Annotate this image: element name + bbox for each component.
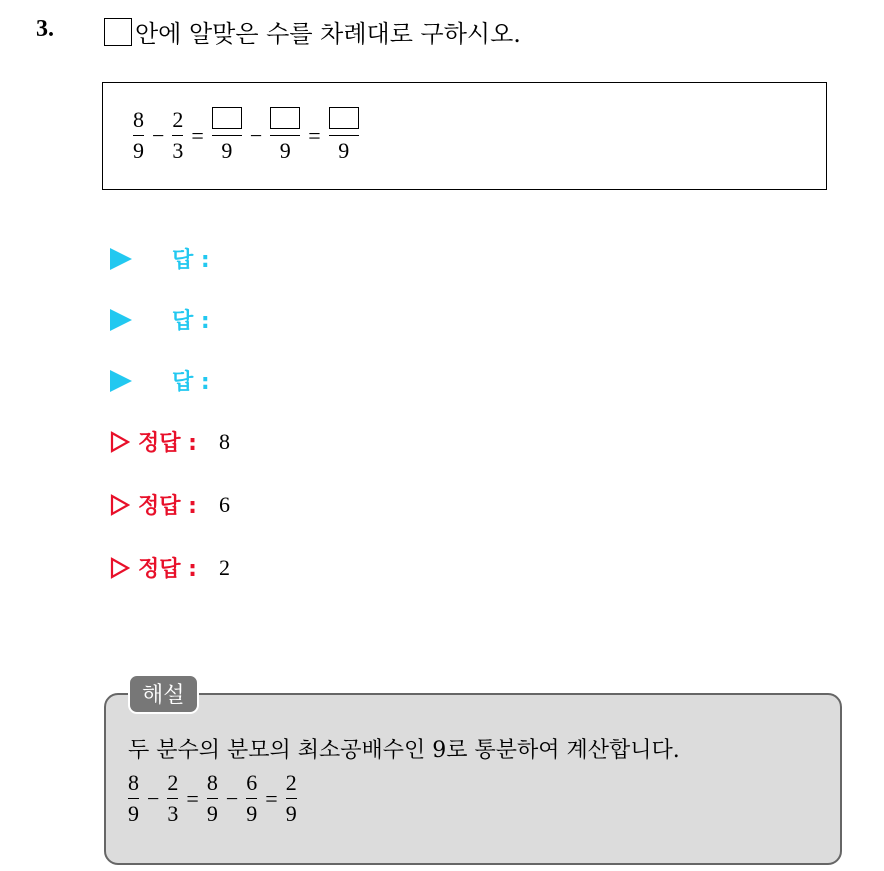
minus-sign: − xyxy=(225,785,239,811)
explanation-text: 두 분수의 분모의 최소공배수인 9로 통분하여 계산합니다. xyxy=(128,738,680,763)
numerator: 2 xyxy=(172,107,184,132)
fraction-2 xyxy=(167,770,178,827)
outline-triangle-icon xyxy=(110,494,130,516)
numerator: 6 xyxy=(246,770,258,795)
explanation-tag: 해설 xyxy=(128,674,199,714)
equals-sign: = xyxy=(186,785,199,811)
fraction-3 xyxy=(212,107,242,164)
denominator: 9 xyxy=(246,801,258,826)
fraction-bar xyxy=(172,135,183,136)
numerator: 8 xyxy=(128,770,139,795)
equals-sign: = xyxy=(308,122,321,148)
fraction-bar xyxy=(133,135,144,136)
solution-label: 정답 : xyxy=(138,431,197,456)
minus-sign: − xyxy=(152,122,165,148)
answer-label: 답 : xyxy=(172,248,210,273)
numerator: 8 xyxy=(133,107,144,132)
solution-value: 2 xyxy=(218,554,230,580)
denominator: 9 xyxy=(128,801,139,826)
solution-row-1 xyxy=(110,426,230,457)
fraction-bar xyxy=(167,798,178,799)
answer-row-2[interactable] xyxy=(110,304,210,335)
blank-box-icon xyxy=(104,18,132,46)
denominator: 9 xyxy=(206,801,218,826)
explanation-equation xyxy=(124,770,301,827)
answer-blank-2[interactable] xyxy=(270,107,300,129)
equation xyxy=(129,107,363,164)
fraction-2 xyxy=(172,107,183,164)
numerator: 8 xyxy=(206,770,218,795)
solution-row-2 xyxy=(110,489,230,520)
question-number: 3. xyxy=(36,16,54,42)
solution-value: 8 xyxy=(218,428,230,454)
outline-triangle-icon xyxy=(110,557,130,579)
denominator: 3 xyxy=(172,138,184,163)
question-text-row xyxy=(104,14,521,49)
denominator: 9 xyxy=(221,138,233,163)
solution-label: 정답 : xyxy=(138,494,197,519)
fraction-1 xyxy=(128,770,139,827)
fraction-1 xyxy=(133,107,144,164)
minus-sign: − xyxy=(249,122,263,148)
answer-blank-1[interactable] xyxy=(212,107,242,129)
answer-blank-3[interactable] xyxy=(329,107,359,129)
denominator: 9 xyxy=(338,138,350,163)
fraction-bar xyxy=(212,135,242,136)
answer-row-1[interactable] xyxy=(110,243,210,274)
solution-value: 6 xyxy=(218,491,230,517)
outline-triangle-icon xyxy=(110,431,130,453)
denominator: 9 xyxy=(279,138,291,163)
play-triangle-icon xyxy=(110,309,132,331)
fraction-4 xyxy=(270,107,300,164)
fraction-bar xyxy=(128,798,139,799)
solution-label: 정답 : xyxy=(138,557,197,582)
denominator: 9 xyxy=(285,801,297,826)
answer-row-3[interactable] xyxy=(110,365,210,396)
fraction-5 xyxy=(286,770,297,827)
play-triangle-icon xyxy=(110,248,132,270)
numerator: 2 xyxy=(167,770,179,795)
fraction-3 xyxy=(207,770,218,827)
minus-sign: − xyxy=(147,785,160,811)
play-triangle-icon xyxy=(110,370,132,392)
denominator: 9 xyxy=(133,138,144,163)
answer-label: 답 : xyxy=(172,370,210,395)
equals-sign: = xyxy=(265,785,278,811)
fraction-bar xyxy=(246,798,257,799)
solution-row-3 xyxy=(110,552,230,583)
fraction-bar xyxy=(270,135,300,136)
fraction-bar xyxy=(329,135,359,136)
numerator: 2 xyxy=(285,770,297,795)
fraction-5 xyxy=(329,107,359,164)
denominator: 3 xyxy=(167,801,179,826)
fraction-bar xyxy=(286,798,297,799)
equation-box xyxy=(102,82,827,190)
fraction-4 xyxy=(246,770,257,827)
equals-sign: = xyxy=(191,122,204,148)
question-text: 안에 알맞은 수를 차례대로 구하시오. xyxy=(135,20,521,48)
answer-label: 답 : xyxy=(172,309,210,334)
fraction-bar xyxy=(207,798,218,799)
